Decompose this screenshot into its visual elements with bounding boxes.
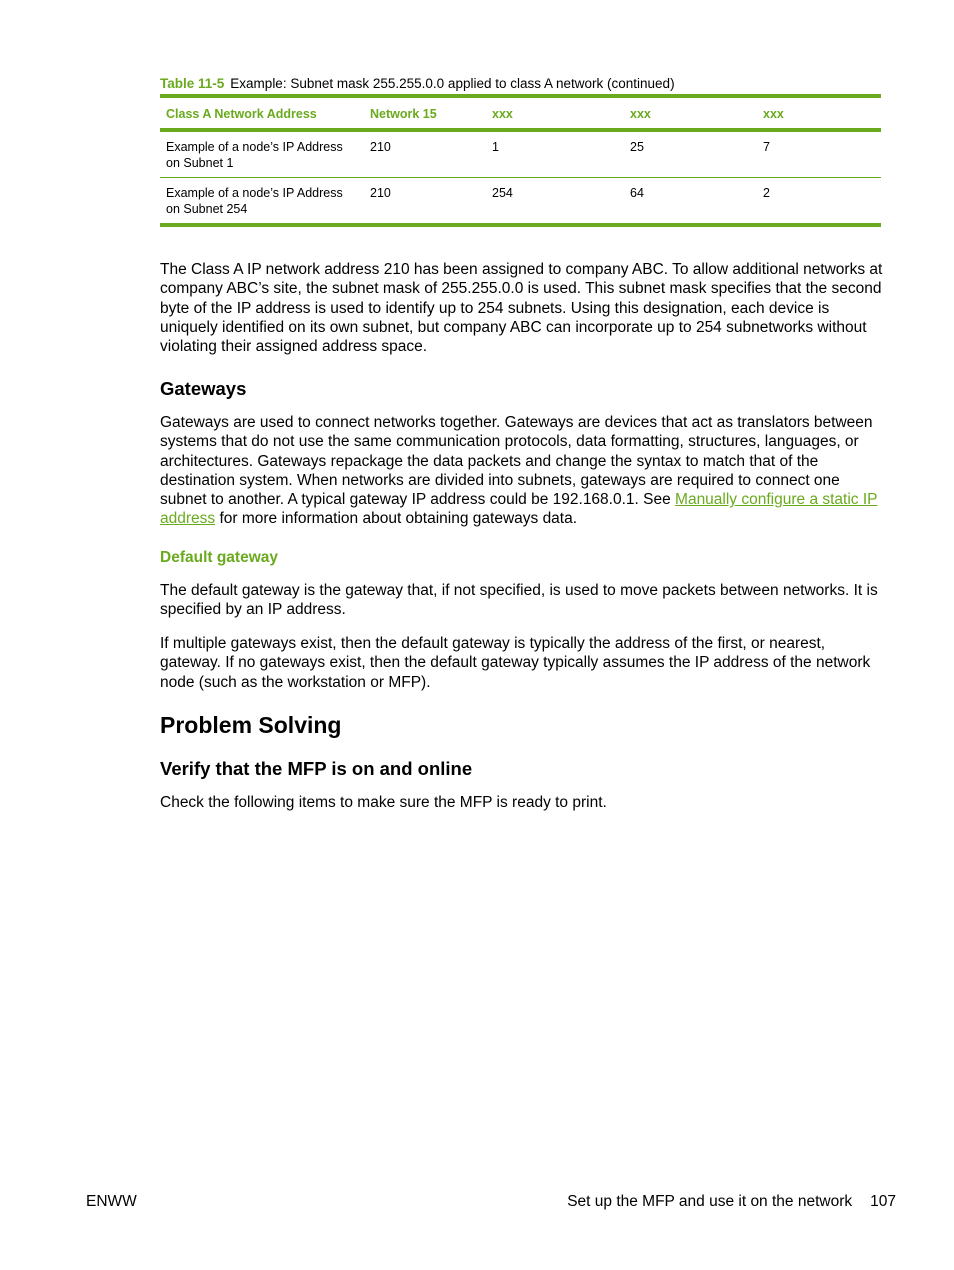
table-header-cell: Class A Network Address [166, 107, 317, 121]
table-row [160, 178, 881, 226]
table-cell: 64 [630, 186, 644, 200]
table-cell: 25 [630, 140, 644, 154]
problem-solving-heading: Problem Solving [160, 712, 342, 738]
table-header-row [160, 96, 881, 130]
table-cell: 2 [763, 186, 770, 200]
table-cell: 7 [763, 140, 770, 154]
table-header-cell: Network 15 [370, 107, 437, 121]
table-cell: 1 [492, 140, 499, 154]
default-gateway-paragraph-2: If multiple gateways exist, then the default gateway is typically the address of the first, or nearest, gateway. If no gateways exist, then the default gateway typically assumes the IP address of the network node (such as the workstation or MFP). [160, 635, 871, 691]
default-gateway-heading: Default gateway [160, 549, 279, 566]
table-header-cell: xxx [492, 107, 513, 121]
page-number: 107 [870, 1193, 896, 1210]
table-cell: 254 [492, 186, 513, 200]
verify-mfp-heading: Verify that the MFP is on and online [160, 758, 473, 779]
gateways-text-end: for more information about obtaining gateways data. [215, 510, 578, 528]
footer-left: ENWW [86, 1193, 137, 1210]
verify-mfp-paragraph: Check the following items to make sure the MFP is ready to print. [160, 794, 607, 811]
table-header-cell: xxx [763, 107, 784, 121]
table-row [160, 130, 881, 178]
table-header-cell: xxx [630, 107, 651, 121]
table-caption [160, 76, 675, 91]
table-cell: 210 [370, 140, 391, 154]
static-ip-link[interactable]: Manually configure a static IP address [160, 491, 878, 528]
table-cell: Example of a node’s IP Address on Subnet 1 [166, 140, 343, 170]
gateways-text: Gateways are used to connect networks together. Gateways are devices that act as translators between systems that do not use the same communication protocols, data formatting, structures, languages, or architectures. Gateways repackage the data packets and change the syntax to match that of the destination system. When networks are divided into subnets, gateways are required to connect one subnet to another. A typical gateway IP address could be 192.168.0.1. See [160, 414, 873, 509]
intro-paragraph: The Class A IP network address 210 has been assigned to company ABC. To allow additional networks at company ABC’s site, the subnet mask of 255.255.0.0 is used. This subnet mask specifies that the second byte of the IP address is used to identify up to 254 subnets. Using this designation, each device is uniquely identified on its own subnet, but company ABC can incorporate up to 254 subnetworks without violating their assigned address space. [160, 261, 883, 356]
subnet-table [160, 94, 881, 227]
footer-right [567, 1193, 896, 1211]
gateways-paragraph [160, 413, 884, 529]
table-caption-text: Example: Subnet mask 255.255.0.0 applied to class A network (continued) [230, 76, 675, 91]
gateways-heading: Gateways [160, 378, 247, 399]
table-cell: 210 [370, 186, 391, 200]
default-gateway-paragraph-1: The default gateway is the gateway that, if not specified, is used to move packets between networks. It is specified by an IP address. [160, 582, 878, 619]
footer-section: Set up the MFP and use it on the network [567, 1193, 853, 1210]
table-number: Table 11-5 [160, 76, 225, 91]
table-cell: Example of a node’s IP Address on Subnet 254 [166, 186, 343, 216]
